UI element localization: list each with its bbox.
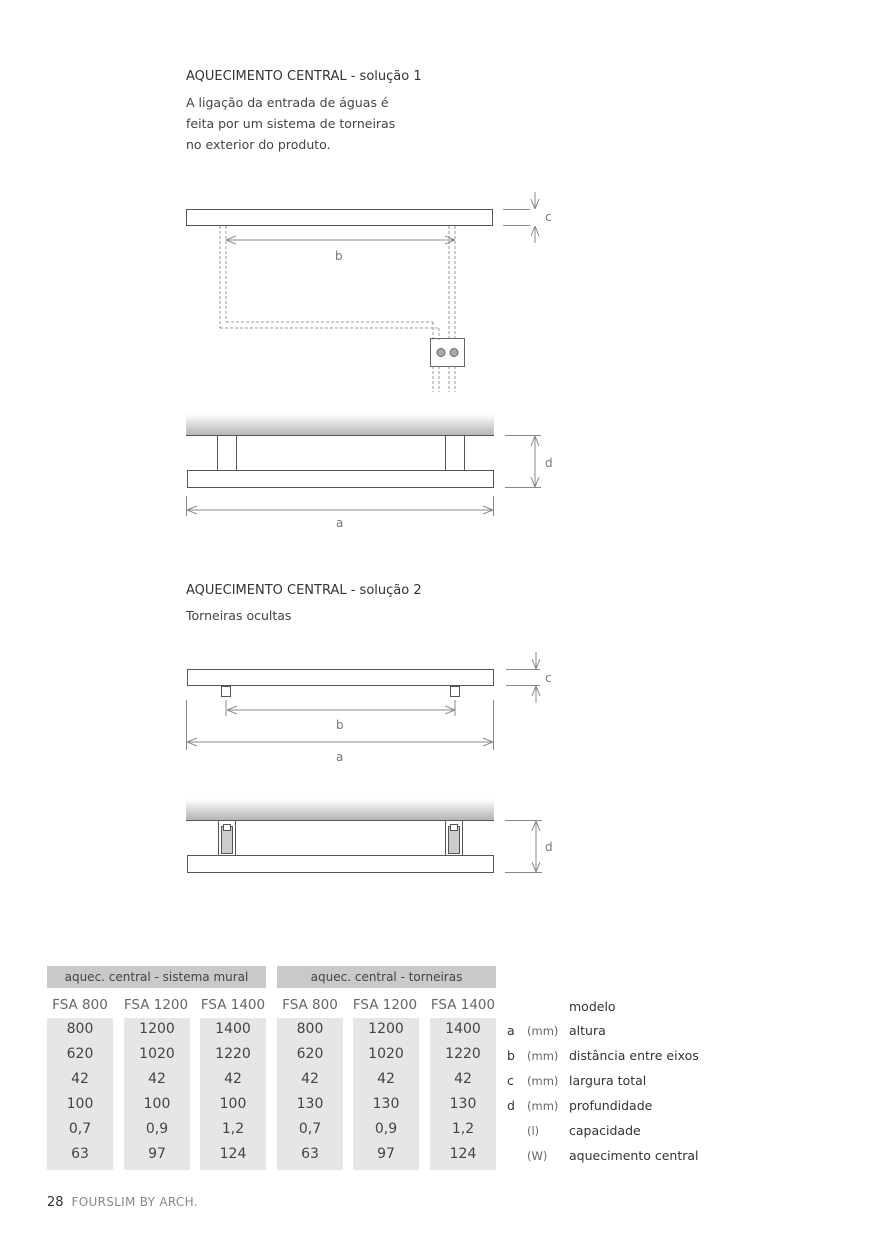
table-cell: 1400: [215, 1021, 251, 1037]
table-cell: 130: [372, 1096, 400, 1112]
table-cell: 97: [148, 1146, 166, 1162]
model-col-5: FSA 1200: [352, 997, 418, 1013]
model-col-1: FSA 800: [52, 997, 108, 1013]
support-left: [218, 436, 237, 471]
table-cell: 100: [219, 1096, 247, 1112]
model-col-6: FSA 1400: [430, 997, 496, 1013]
table-cell: 63: [71, 1146, 89, 1162]
radiator-bar-side: [188, 471, 494, 488]
row-unit: (mm): [527, 1099, 559, 1113]
hidden-valve-right: [451, 687, 460, 697]
valve-right-icon: [450, 349, 458, 357]
table-cell: 42: [148, 1071, 166, 1087]
table-cell: 0,7: [68, 1121, 92, 1137]
row-key: d: [507, 1098, 515, 1113]
row-label: capacidade: [569, 1123, 641, 1138]
table-cell: 130: [449, 1096, 477, 1112]
solution2-side-view: [186, 799, 542, 873]
row-label: profundidade: [569, 1098, 653, 1113]
radiator-bar-2: [188, 670, 494, 686]
solution1-line-1: A ligação da entrada de águas é: [186, 95, 389, 110]
row-key: b: [507, 1048, 515, 1063]
solution2-title: AQUECIMENTO CENTRAL - solução 2: [186, 583, 422, 598]
dim-d-label-1: d: [545, 456, 553, 470]
row-unit: (mm): [527, 1049, 559, 1063]
row-label: aquecimento central: [569, 1148, 699, 1163]
valve-cap-right: [451, 825, 458, 831]
solution1-line-3: no exterior do produto.: [186, 137, 331, 152]
dim-b-label-2: b: [336, 718, 344, 732]
model-col-2: FSA 1200: [123, 997, 189, 1013]
table-cell: 0,9: [374, 1121, 398, 1137]
table-cell: 42: [301, 1071, 319, 1087]
table-cell: 42: [71, 1071, 89, 1087]
solution1-side-view: [186, 414, 541, 516]
solution1-front-view: [187, 192, 536, 392]
row-unit: (mm): [527, 1074, 559, 1088]
group-header-wall-system: aquec. central - sistema mural: [47, 966, 266, 988]
table-cell: 1020: [139, 1046, 175, 1062]
table-cell: 1400: [445, 1021, 481, 1037]
table-cell: 1220: [445, 1046, 481, 1062]
table-cell: 0,7: [298, 1121, 322, 1137]
table-cell: 130: [296, 1096, 324, 1112]
table-cell: 42: [454, 1071, 472, 1087]
table-cell: 42: [224, 1071, 242, 1087]
model-col-3: FSA 1400: [200, 997, 266, 1013]
support-right: [446, 436, 465, 471]
dim-a-label-2: a: [336, 750, 344, 764]
dim-c-label-1: c: [545, 210, 552, 224]
model-label: modelo: [569, 999, 616, 1014]
table-cell: 124: [449, 1146, 477, 1162]
wall-shade-2: [186, 799, 494, 820]
row-unit: (l): [527, 1124, 540, 1138]
table-cell: 1200: [139, 1021, 175, 1037]
table-cell: 800: [296, 1021, 324, 1037]
table-cell: 0,9: [145, 1121, 169, 1137]
table-cell: 1,2: [221, 1121, 245, 1137]
row-key: a: [507, 1023, 515, 1038]
radiator-bar: [187, 210, 493, 226]
table-cell: 800: [66, 1021, 94, 1037]
valve-left-icon: [437, 349, 445, 357]
dim-c-label-2: c: [545, 671, 552, 685]
page-footer: [47, 1195, 198, 1210]
solution2-line-1: Torneiras ocultas: [186, 608, 292, 623]
table-cell: 1020: [368, 1046, 404, 1062]
table-cell: 620: [66, 1046, 94, 1062]
table-cell: 1200: [368, 1021, 404, 1037]
solution1-title: AQUECIMENTO CENTRAL - solução 1: [186, 69, 422, 84]
table-cell: 63: [301, 1146, 319, 1162]
radiator-bar-side-2: [188, 856, 494, 873]
valve-box: [431, 339, 465, 367]
wall-shade: [186, 414, 494, 435]
solution2-front-view: [187, 652, 541, 750]
row-label: altura: [569, 1023, 606, 1038]
valve-cap-left: [224, 825, 231, 831]
dim-d-label-2: d: [545, 840, 553, 854]
table-cell: 620: [296, 1046, 324, 1062]
table-cell: 124: [219, 1146, 247, 1162]
row-label: distância entre eixos: [569, 1048, 699, 1063]
page-number: 28: [47, 1195, 64, 1210]
table-cell: 1220: [215, 1046, 251, 1062]
model-col-4: FSA 800: [282, 997, 338, 1013]
table-cell: 97: [377, 1146, 395, 1162]
group-header-valves: aquec. central - torneiras: [277, 966, 496, 988]
table-cell: 1,2: [451, 1121, 475, 1137]
dim-b-label-1: b: [335, 249, 343, 263]
brand-name: FOURSLIM BY ARCH.: [71, 1195, 198, 1209]
row-unit: (W): [527, 1149, 548, 1163]
solution1-line-2: feita por um sistema de torneiras: [186, 116, 396, 131]
table-cell: 100: [66, 1096, 94, 1112]
row-label: largura total: [569, 1073, 647, 1088]
hidden-valve-left: [222, 687, 231, 697]
dim-a-label-1: a: [336, 516, 344, 530]
table-cell: 42: [377, 1071, 395, 1087]
row-unit: (mm): [527, 1024, 559, 1038]
table-cell: 100: [143, 1096, 171, 1112]
row-key: c: [507, 1073, 514, 1088]
